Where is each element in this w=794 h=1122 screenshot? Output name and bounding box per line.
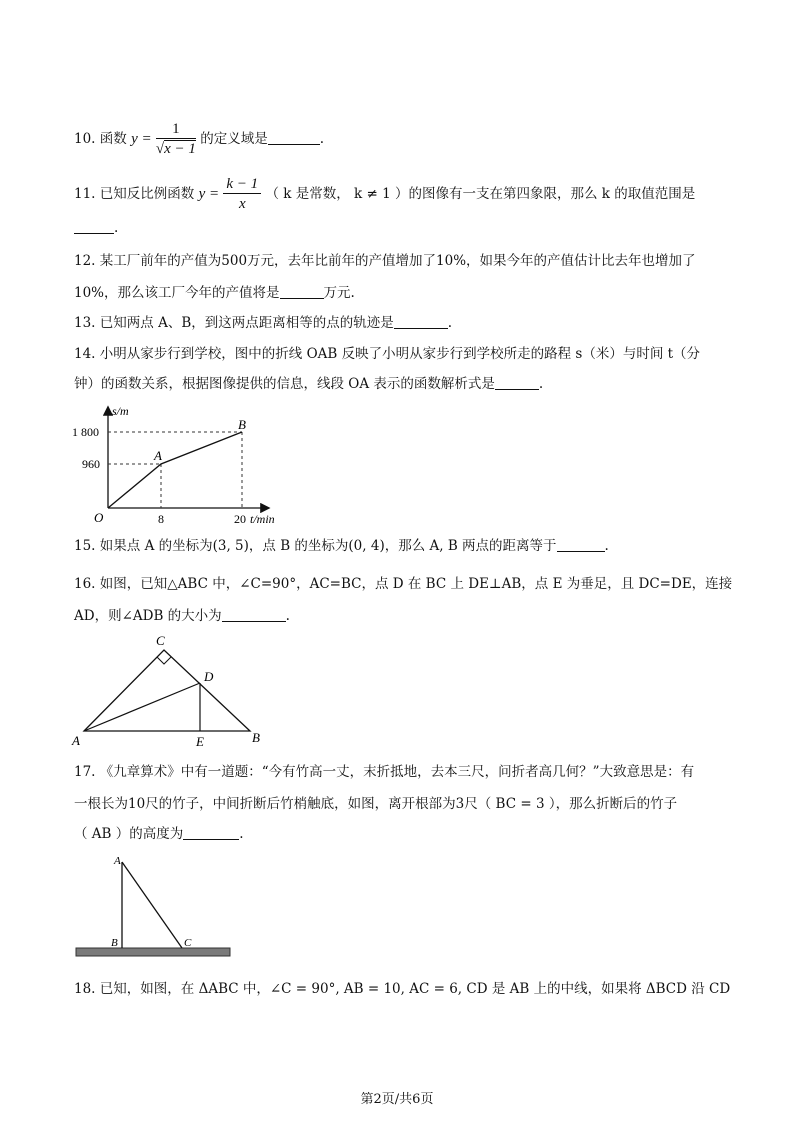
period: . — [114, 220, 119, 236]
question-11 — [74, 175, 724, 214]
fraction-numerator: k − 1 — [223, 175, 261, 194]
answer-blank[interactable] — [280, 284, 324, 299]
question-13 — [74, 308, 724, 338]
formula-lhs: y = — [131, 131, 152, 147]
answer-blank[interactable] — [557, 537, 605, 552]
triangle-ABC — [84, 650, 250, 731]
question-text: AD，则∠ADB 的大小为 — [74, 608, 222, 624]
point-A: A — [114, 855, 121, 867]
answer-blank[interactable] — [222, 607, 286, 622]
figure-16-triangle — [64, 628, 274, 748]
question-number: 18. — [74, 981, 96, 997]
point-B-label: B — [238, 417, 246, 432]
x-tick-20: 20 — [234, 512, 246, 526]
vertex-D: D — [204, 669, 214, 684]
question-14-line2 — [74, 369, 724, 399]
question-text: 10%，那么该工厂今年的产值将是 — [74, 285, 280, 301]
unit-text: 万元. — [323, 285, 355, 301]
segment-AD — [84, 683, 200, 731]
question-14 — [74, 339, 724, 369]
question-16-line2 — [74, 601, 724, 631]
formula-lhs: y = — [198, 186, 220, 202]
question-17 — [74, 757, 724, 787]
question-16 — [74, 569, 733, 599]
answer-blank[interactable] — [394, 314, 448, 329]
radicand: x − 1 — [164, 141, 196, 157]
graph-line-OAB — [108, 432, 242, 508]
question-number: 11. — [74, 186, 96, 202]
x-axis-label: t/min — [250, 512, 275, 526]
right-angle-mark — [157, 657, 171, 664]
vertex-A: A — [72, 733, 80, 748]
question-text: 如图，已知△ABC 中，∠C=90°，AC=BC，点 D 在 BC 上 DE⊥AB，点 E 为垂足，且 DC=DE，连接 — [99, 576, 733, 592]
question-17-line3 — [74, 819, 724, 849]
vertex-B: B — [252, 730, 260, 745]
question-text: 《九章算术》中有一道题：“今有竹高一丈，末折抵地，去本三尺，问折者高几何？”大致意思是：有 — [99, 764, 695, 780]
question-text: 已知两点 A、B，到这两点距离相等的点的轨迹是 — [99, 315, 394, 331]
point-A-label: A — [154, 448, 162, 463]
question-number: 15. — [74, 538, 96, 554]
question-12-line2 — [74, 278, 724, 308]
question-text: 已知反比例函数 — [99, 186, 195, 202]
fraction-denominator: x — [238, 196, 246, 212]
question-10 — [74, 120, 724, 159]
question-12 — [74, 246, 724, 276]
figure-17-bamboo — [72, 852, 237, 962]
question-text: 已知，如图，在 ΔABC 中，∠C = 90°, AB = 10, AC = 6, CD 是 AB 上的中线，如果将 ΔBCD 沿 CD — [99, 981, 731, 997]
question-number: 12. — [74, 253, 96, 269]
x-tick-8: 8 — [158, 512, 164, 526]
question-11-line2 — [74, 213, 724, 243]
page-footer: 第2页/共6页 — [360, 1092, 434, 1107]
question-number: 17. — [74, 764, 96, 780]
question-number: 16. — [74, 576, 96, 592]
question-number: 10. — [74, 131, 96, 147]
fraction-denominator: √x − 1 — [155, 141, 196, 157]
y-tick-960: 960 — [82, 457, 100, 471]
question-text: 的定义域是 — [200, 131, 268, 147]
period: . — [604, 538, 609, 554]
question-15 — [74, 531, 724, 561]
y-tick-1800: 1 800 — [72, 425, 99, 439]
point-B: B — [111, 937, 118, 949]
y-axis-label: s/m — [112, 404, 129, 418]
question-text: （ AB ）的高度为 — [74, 826, 184, 842]
fraction — [223, 175, 261, 214]
vertex-C: C — [156, 633, 165, 648]
period: . — [319, 131, 325, 147]
question-text: 某工厂前年的产值为500万元，去年比前年的产值增加了10%，如果今年的产值估计比去年也增加了 — [99, 253, 696, 269]
question-text: 如果点 A 的坐标为(3, 5)，点 B 的坐标为(0, 4)，那么 A, B 两点的距离等于 — [99, 538, 557, 554]
period: . — [447, 315, 453, 331]
fraction-numerator: 1 — [156, 120, 196, 139]
question-17-line2 — [74, 789, 724, 819]
ground — [76, 948, 230, 956]
question-number: 14. — [74, 346, 96, 362]
bamboo-AC — [122, 862, 182, 948]
question-text: （ k 是常数， k ≠ 1 ）的图像有一支在第四象限，那么 k 的取值范围是 — [265, 186, 696, 202]
period: . — [285, 608, 290, 624]
point-C: C — [184, 937, 192, 949]
answer-blank[interactable] — [183, 825, 239, 840]
answer-blank[interactable] — [74, 219, 114, 234]
question-number: 13. — [74, 315, 96, 331]
fraction — [156, 120, 196, 159]
question-text: 一根长为10尺的竹子，中间折断后竹梢触底，如图，离开根部为3尺（ BC = 3 ），那么折断后的竹子 — [74, 796, 678, 812]
period: . — [538, 376, 544, 392]
vertex-E: E — [196, 734, 204, 749]
question-18 — [74, 974, 731, 1004]
question-text: 小明从家步行到学校，图中的折线 OAB 反映了小明从家步行到学校所走的路程 s（米）与时间 t（分 — [99, 346, 701, 362]
origin-label: O — [94, 510, 104, 525]
answer-blank[interactable] — [268, 130, 320, 145]
figure-14-graph — [72, 402, 298, 532]
period: . — [239, 826, 244, 842]
question-text: 钟）的函数关系，根据图像提供的信息，线段 OA 表示的函数解析式是 — [74, 376, 495, 392]
answer-blank[interactable] — [495, 375, 539, 390]
question-text: 函数 — [99, 131, 127, 147]
